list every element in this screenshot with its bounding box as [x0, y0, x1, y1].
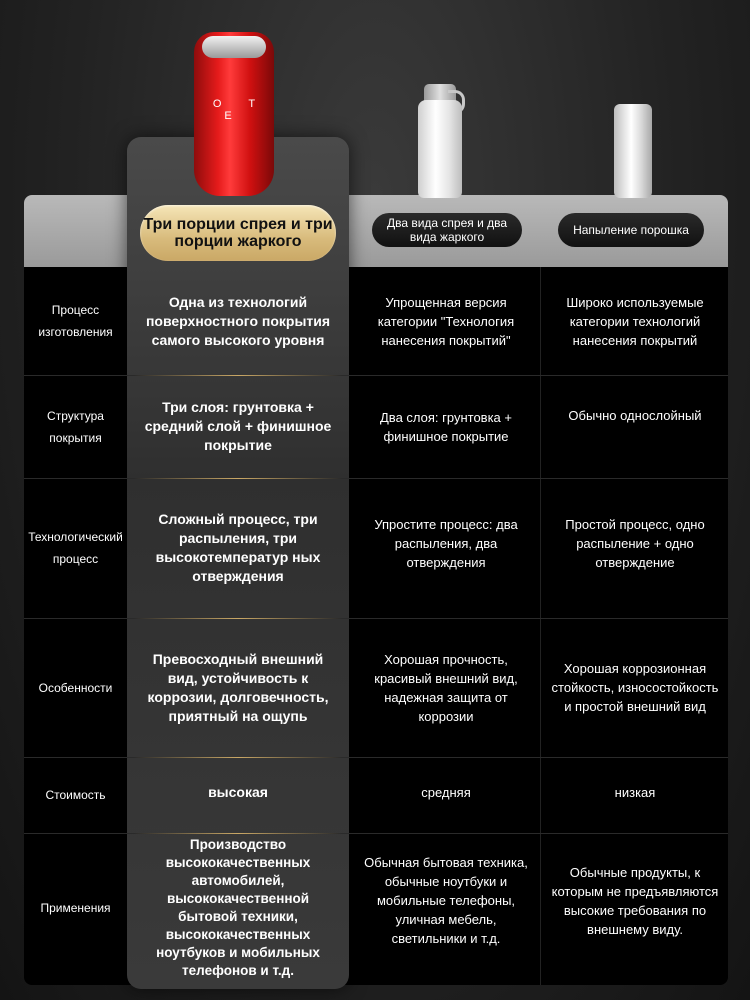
header-col3: Напыление порошка — [558, 213, 704, 247]
red-bottle-image — [194, 32, 274, 196]
silver-bottle-image — [614, 104, 652, 198]
row-col2-value: средняя — [421, 784, 471, 800]
row-main-value: Три слоя: грунтовка + средний слой + финишное покрытие — [144, 399, 332, 453]
row-col2-value: Хорошая прочность, красивый внешний вид, надежная защита от коррозии — [374, 651, 518, 724]
row-col3-value: низкая — [614, 784, 656, 800]
row-main-value: Превосходный внешний вид, устойчивость к коррозии, долговечность, приятный на ощупь — [147, 650, 329, 724]
row-col2-value: Упростите процесс: два распыления, два отверждения — [374, 516, 518, 570]
row-label: Технологический процесс — [28, 530, 123, 566]
bottle-brand-label: O T E — [212, 98, 268, 122]
row-main-value: Сложный процесс, три распыления, три высокотемператур ных отверждения — [155, 511, 321, 584]
row-col2-value: Упрощенная версия категории "Технология нанесения покрытий" — [377, 294, 515, 348]
row-col3-value: Широко используемые категории технологий нанесения покрытий — [566, 294, 704, 348]
row-main-value: Производство высококачественных автомобилей, высококачественной бытовой техники, высококачественных ноутбуков и мобильных телефонов и т.д. — [156, 837, 320, 978]
row-main-value: Одна из технологий поверхностного покрытия самого высокого уровня — [145, 293, 331, 348]
row-col3-value: Обычно однослойный — [568, 407, 702, 423]
row-label: Стоимость — [45, 788, 106, 802]
row-main-value: высокая — [208, 783, 268, 800]
row-col3-value: Хорошая коррозионная стойкость, износостойкость и простой внешний вид — [551, 661, 719, 714]
red-bottle-lid — [202, 36, 266, 58]
header-main: Три порции спрея и три порции жаркого — [140, 205, 336, 261]
row-col3-value: Обычные продукты, к которым не предъявляются высокие требования по внешнему виду. — [551, 864, 719, 937]
row-col3-value: Простой процесс, одно распыление + одно отверждение — [565, 516, 705, 570]
row-col2-value: Обычная бытовая техника, обычные ноутбуки и мобильные телефоны, уличная мебель, светильники и т.д. — [364, 855, 528, 946]
white-bottle-image — [418, 100, 462, 198]
row-label: Применения — [40, 901, 111, 915]
header-col2: Два вида спрея и два вида жаркого — [372, 213, 522, 247]
row-label: Особенности — [38, 680, 113, 695]
row-label: Структура покрытия — [47, 408, 104, 445]
row-col2-value: Два слоя: грунтовка + финишное покрытие — [380, 409, 512, 444]
row-label: Процесс изготовления — [38, 303, 113, 339]
